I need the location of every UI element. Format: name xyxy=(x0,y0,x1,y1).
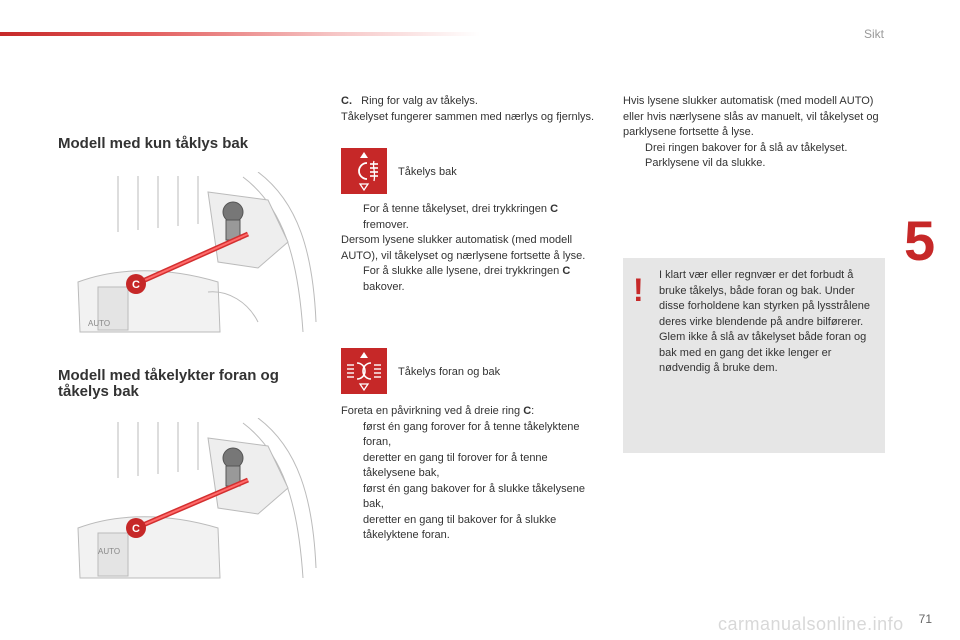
rear-fog-instructions: For å tenne tåkelyset, drei trykkringen C fremover. Dersom lysene slukker automatisk (med modell AUTO), vil tåkelyset og nærlysene fortsette å lyse. For å slukke alle lysene, drei trykkringen C bakover. xyxy=(341,202,603,295)
front-rear-fog-icon-box xyxy=(341,348,387,394)
callout-c-rear: C xyxy=(132,279,140,291)
page-number: 71 xyxy=(918,612,932,626)
warning-icon: ! xyxy=(633,272,644,308)
rear-fog-caption: Tåkelys bak xyxy=(398,166,457,178)
auto-note: Dersom lysene slukker automatisk (med modell AUTO), vil tåkelyset og nærlysene fortsette å lyse. xyxy=(341,234,586,262)
right-auto-note: Hvis lysene slukker automatisk (med modell AUTO) eller hvis nærlysene slås av manuelt, vil tåkelyset og parklysene fortsette å lyse. xyxy=(623,95,879,138)
front-rear-instructions: Foreta en påvirkning ved å dreie ring C: først én gang forover for å tenne tåkelyktene foran, deretter en gang til forover for å tenne tåkelysene bak, først én gang bakover for å slukke tåkelysene bak, deretter en gang til bakover for å slukke tåkelyktene foran. xyxy=(341,404,603,544)
header-accent-bar xyxy=(0,32,480,36)
chapter-number: 5 xyxy=(904,209,936,272)
warning-paragraph-1: I klart vær eller regnvær er det forbudt å bruke tåkelys, både foran og bak. Under disse forholdene kan styrken på lysstrålene deres virke blendende på andre bilførerer. xyxy=(659,269,870,328)
label-auto-front-rear: AUTO xyxy=(98,547,121,556)
stalk-illustration-front-rear xyxy=(58,418,320,586)
label-auto-rear: AUTO xyxy=(88,319,111,328)
rear-fog-light-icon xyxy=(341,148,387,194)
ring-description xyxy=(341,94,603,125)
right-column-text xyxy=(623,94,885,172)
ring-text2: Tåkelyset fungerer sammen med nærlys og fjernlys. xyxy=(341,110,595,123)
heading-front-and-rear-line2: tåkelys bak xyxy=(58,383,139,400)
heading-front-and-rear xyxy=(58,368,279,400)
warning-box xyxy=(623,258,885,453)
callout-c-front-rear: C xyxy=(132,523,140,535)
stalk-illustration-rear xyxy=(58,172,320,340)
watermark: carmanualsonline.info xyxy=(718,614,904,634)
step-item: først én gang forover for å tenne tåkelyktene foran, xyxy=(363,420,580,448)
ring-text: Ring for valg av tåkelys. xyxy=(361,95,478,107)
heading-front-and-rear-line1: Modell med tåkelykter foran og xyxy=(58,367,279,384)
step-item: først én gang bakover for å slukke tåkelysene bak, xyxy=(363,482,585,510)
step-item: deretter en gang til bakover for å slukke tåkelyktene foran. xyxy=(363,513,557,541)
front-rear-fog-light-icon xyxy=(341,348,387,394)
section-label: Sikt xyxy=(863,27,884,41)
front-rear-fog-caption: Tåkelys foran og bak xyxy=(398,366,501,378)
warning-text xyxy=(659,268,881,377)
ring-label: C. xyxy=(341,95,352,107)
right-bullet: Drei ringen bakover for å slå av tåkelyset. Parklysene vil da slukke. xyxy=(645,141,848,169)
heading-rear-only: Modell med kun tåklys bak xyxy=(58,135,249,152)
step-item: deretter en gang til forover for å tenne tåkelysene bak, xyxy=(363,451,548,479)
warning-paragraph-2: Glem ikke å slå av tåkelyset både foran og bak med en gang det ikke lenger er nødvendig å bruke dem. xyxy=(659,331,867,374)
rear-fog-icon-box xyxy=(341,148,387,194)
